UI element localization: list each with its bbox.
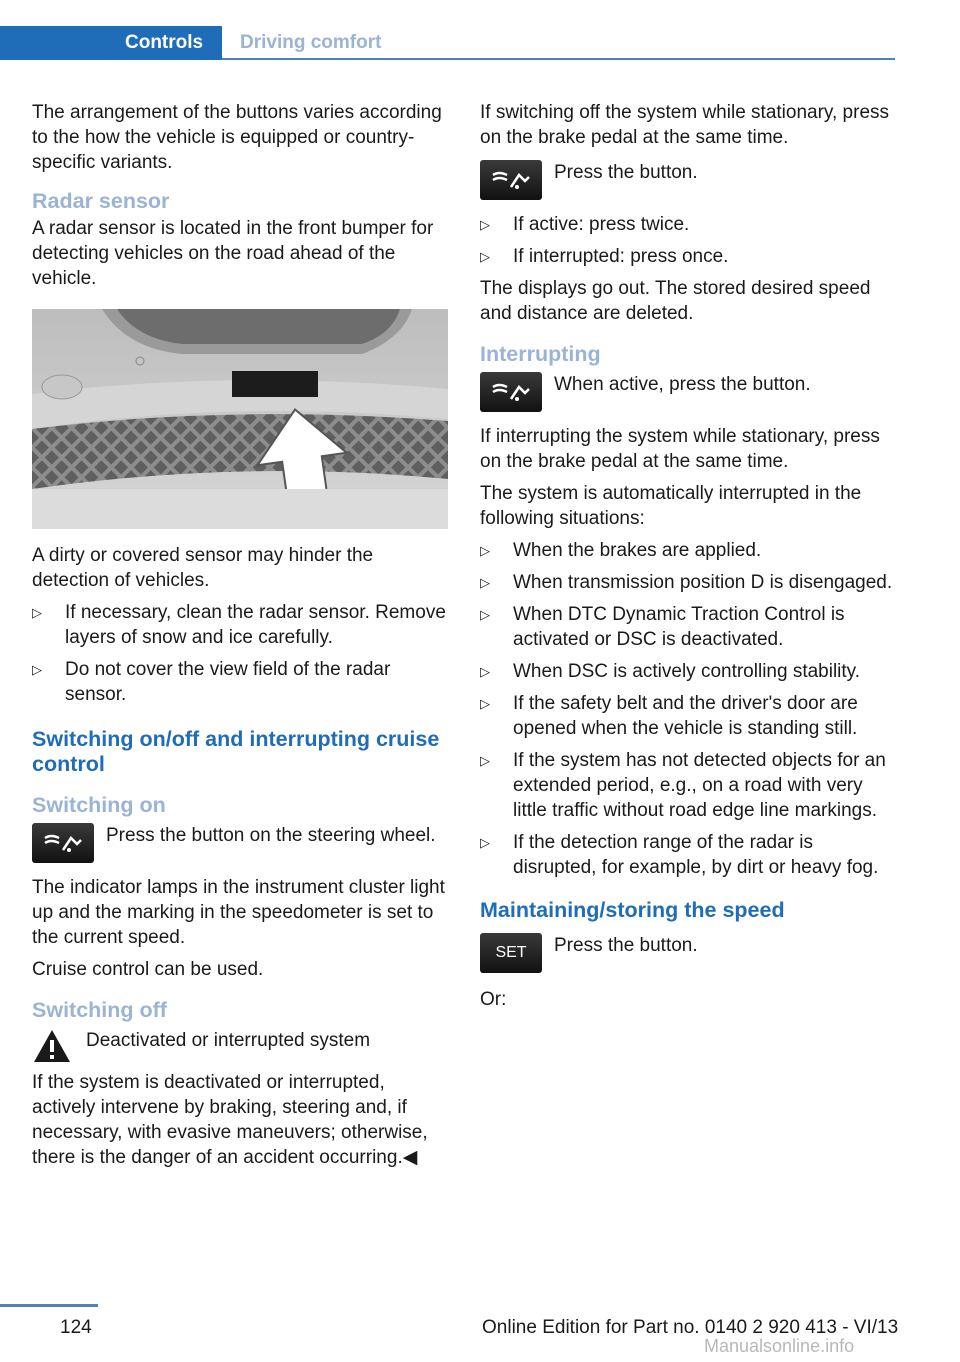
triangle-bullet-icon: ▷ <box>480 753 490 768</box>
list-item <box>480 691 896 741</box>
set-button-row <box>480 933 896 973</box>
list-item-text: When DTC Dynamic Traction Control is activated or DSC is deactivated. <box>513 604 845 650</box>
radar-sensor-photo <box>32 309 448 529</box>
warning-triangle-icon <box>32 1028 72 1064</box>
list-item-text: If interrupted: press once. <box>513 246 729 267</box>
list-item <box>480 602 896 652</box>
triangle-bullet-icon: ▷ <box>480 217 490 232</box>
list-item <box>480 570 896 595</box>
cruise-control-button-icon <box>480 372 542 412</box>
left-column <box>32 100 448 1177</box>
watermark: Manualsonline.info <box>704 1336 855 1356</box>
radar-sensor-heading: Radar sensor <box>32 189 170 213</box>
auto-interrupt-bullets <box>480 538 896 880</box>
tab-controls[interactable]: Controls <box>0 26 222 60</box>
interrupt-button-row <box>480 372 896 412</box>
list-item-text: When the brakes are applied. <box>513 540 762 561</box>
off-button-row <box>480 160 896 200</box>
list-item <box>32 657 448 707</box>
maintaining-heading: Maintaining/storing the speed <box>480 898 785 922</box>
list-item-text: When transmission position D is disengaged. <box>513 572 893 593</box>
triangle-bullet-icon: ▷ <box>480 543 490 558</box>
interrupting-heading: Interrupting <box>480 342 601 366</box>
list-item <box>480 830 896 880</box>
list-item <box>480 244 896 269</box>
warning-text: If the system is deactivated or interrupted, actively intervene by braking, steering and, if necessary, with evasive maneuvers; otherwise, there is the danger of an accident occurring.◀ <box>32 1072 428 1168</box>
list-item <box>480 538 896 563</box>
interrupt-stationary-text: If interrupting the system while stationary, press on the brake pedal at the same time. <box>480 426 880 472</box>
list-item <box>480 659 896 684</box>
radar-sensor-text: A radar sensor is located in the front bumper for detecting vehicles on the road ahead of the vehicle. <box>32 218 434 289</box>
triangle-bullet-icon: ▷ <box>480 664 490 679</box>
cruise-control-button-icon <box>480 160 542 200</box>
press-bullets <box>480 212 896 269</box>
switching-section-heading: Switching on/off and interrupting cruise control <box>32 727 440 776</box>
footer-rule <box>0 1304 98 1307</box>
edition-text: Online Edition for Part no. 0140 2 920 413 - VI/13 <box>482 1317 899 1338</box>
list-item <box>480 212 896 237</box>
cruise-usable-text: Cruise control can be used. <box>32 959 264 980</box>
dirty-sensor-text: A dirty or covered sensor may hinder the detection of vehicles. <box>32 545 374 591</box>
warning-title: Deactivated or interrupted system <box>86 1030 371 1051</box>
triangle-bullet-icon: ▷ <box>480 607 490 622</box>
switching-off-heading: Switching off <box>32 998 167 1022</box>
triangle-bullet-icon: ▷ <box>480 575 490 590</box>
triangle-bullet-icon: ▷ <box>32 662 42 677</box>
set-button-text: Press the button. <box>554 935 698 956</box>
tab-driving-comfort[interactable]: Driving comfort <box>240 32 382 53</box>
switching-on-text: Press the button on the steering wheel. <box>106 825 436 846</box>
cruise-control-button-icon <box>32 823 94 863</box>
triangle-bullet-icon: ▷ <box>480 249 490 264</box>
list-item-text: When DSC is actively controlling stability. <box>513 661 861 682</box>
warning-block <box>32 1028 448 1064</box>
header-tabs <box>0 26 895 60</box>
list-item-text: If the system has not detected objects for an extended period, e.g., on a road with very little traffic without road edge line markings. <box>513 750 886 821</box>
interrupt-button-text: When active, press the button. <box>554 374 811 395</box>
list-item-text: If active: press twice. <box>513 214 690 235</box>
set-button-icon: SET <box>480 933 542 973</box>
list-item-text: If the detection range of the radar is disrupted, for example, by dirt or heavy fog. <box>513 832 879 878</box>
triangle-bullet-icon: ▷ <box>480 696 490 711</box>
list-item-text: Do not cover the view field of the radar sensor. <box>65 659 391 705</box>
switching-on-heading: Switching on <box>32 793 166 817</box>
list-item <box>480 748 896 823</box>
or-text: Or: <box>480 989 507 1010</box>
auto-interrupt-text: The system is automatically interrupted in the following situations: <box>480 483 862 529</box>
stationary-text: If switching off the system while stationary, press on the brake pedal at the same time. <box>480 102 890 148</box>
list-item-text: If the safety belt and the driver's door are opened when the vehicle is standing still. <box>513 693 858 739</box>
triangle-bullet-icon: ▷ <box>32 605 42 620</box>
indicator-lamps-text: The indicator lamps in the instrument cluster light up and the marking in the speedometer is set to the current speed. <box>32 877 445 948</box>
intro-text: The arrangement of the buttons varies according to the how the vehicle is equipped or country-specific variants. <box>32 102 442 173</box>
page-number: 124 <box>60 1317 92 1338</box>
list-item-text: If necessary, clean the radar sensor. Remove layers of snow and ice carefully. <box>65 602 446 648</box>
displays-text: The displays go out. The stored desired speed and distance are deleted. <box>480 278 871 324</box>
list-item <box>32 600 448 650</box>
triangle-bullet-icon: ▷ <box>480 835 490 850</box>
sensor-bullets <box>32 600 448 707</box>
press-button-text: Press the button. <box>554 162 698 183</box>
cruise-button-row <box>32 823 448 863</box>
right-column <box>480 100 896 1019</box>
